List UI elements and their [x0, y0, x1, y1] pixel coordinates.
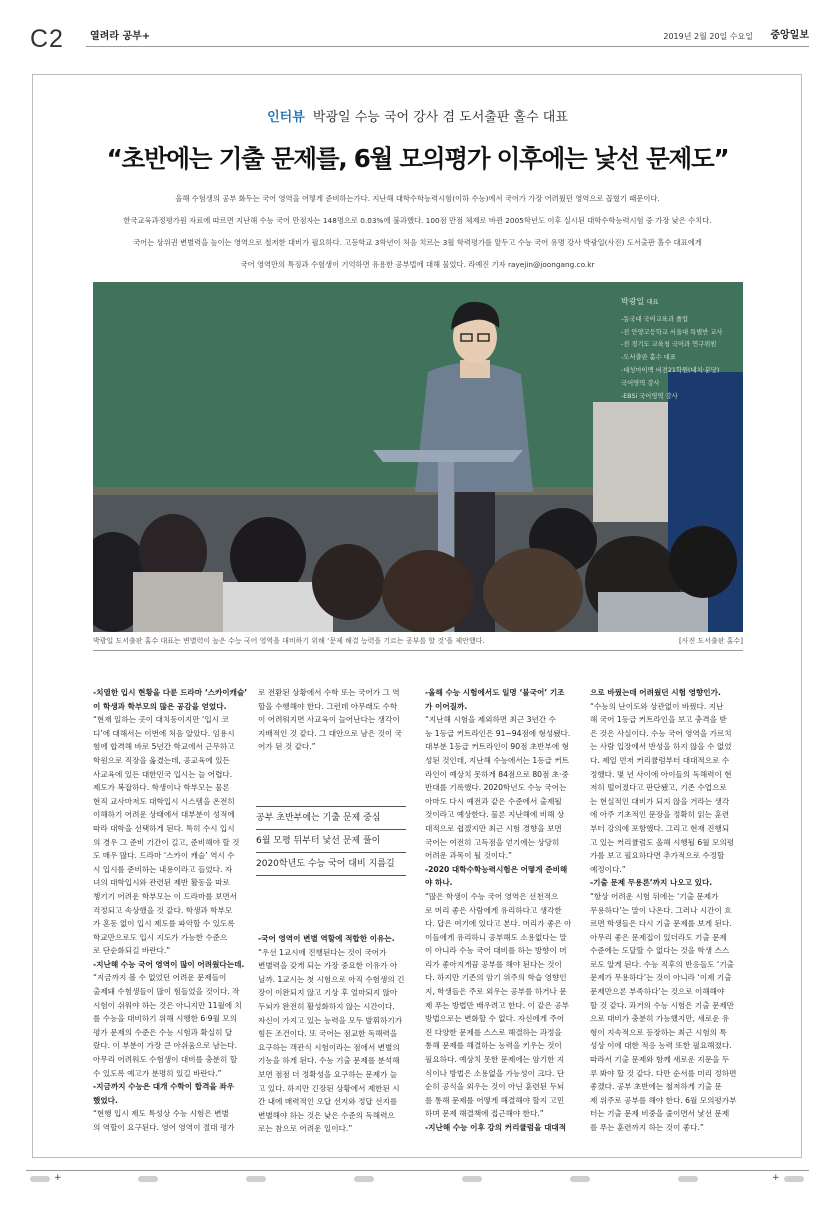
body-line: 순히 공식을 외우는 것이 아닌 훈련된 두뇌: [425, 1082, 565, 1092]
pull-quote: [256, 806, 406, 876]
kicker: [0, 110, 835, 126]
body-line: 를 수능을 대비하기 위해 시행한 6·9월 모의: [93, 1014, 237, 1024]
body-line: 문제가 무용하다’는 것이 아니라 ‘이제 기출: [590, 973, 732, 983]
color-bar: [246, 1176, 266, 1182]
body-line: 보면 점점 더 정확성을 요구하는 문제가 늘: [258, 1069, 398, 1079]
kicker-text: 박광일 수능 국어 강사 겸 도서출판 홀수 대표: [312, 110, 568, 125]
profile-name: 박광일: [621, 297, 645, 306]
body-line: 제 위주로 공부를 해야 한다. 6월 모의평가부: [590, 1095, 737, 1105]
body-line: “지금까지 볼 수 없었던 어려운 문제들이: [93, 973, 227, 983]
page-number: C2: [30, 25, 64, 53]
headline: “초반에는 기출 문제를, 6월 모의평가 이후에는 낯선 문제도”: [106, 144, 729, 173]
body-line: 가를 보고 필요하다면 추가적으로 수정할: [590, 851, 725, 861]
body-line: 변별력을 갖게 되는 가장 중요한 이유가 아: [258, 961, 398, 971]
body-line: -올해 수능 시험에서도 일명 ‘불국어’ 기조: [425, 688, 565, 697]
body-line: 좋겠다. 공부 초반에는 철저하게 기출 문: [590, 1082, 722, 1092]
body-line: 국어는 여전히 고득점을 얻기에는 상당히: [425, 837, 560, 847]
body-line: 식이나 방법은 소용없을 가능성이 크다. 단: [425, 1068, 565, 1078]
body-line: 시험이 쉬워야 하는 것은 아니지만 11월에 치: [93, 1000, 242, 1010]
body-line: “현재 일하는 곳이 대치동이지만 ‘입시 코: [93, 715, 229, 725]
body-line: 고 있는 커리큘럼도 올해 시행될 6월 모의평: [590, 837, 735, 847]
body-line: 랐다. 이 부분이 가장 큰 아쉬움으로 남는다.: [93, 1041, 238, 1051]
body-line: 장이 이완되지 않고 기상 후 얼마되지 않아: [258, 988, 398, 998]
pull-quote-line: 공부 초반부에는 기출 문제 중심: [256, 806, 406, 830]
caption-text: 박광일 도서출판 홀수 대표는 변별력이 높은 수능 국어 영역을 대비하기 위해 ‘문제 해결 능력을 기르는 공부를 할 것’을 제안했다.: [93, 637, 485, 645]
body-line: 아마도 다시 예전과 같은 수준에서 출제될: [425, 796, 562, 806]
body-line: 터는 기출 문제 비중을 줄이면서 낯선 문제: [590, 1109, 730, 1119]
body-line: 루 봐야 할 것 같다. 다만 순서를 미리 정하면: [590, 1068, 737, 1078]
profile-item: -전 안양고등학교 서울대 특별반 교사: [621, 328, 723, 336]
body-line: 이 아니라 수능 국어 대비를 하는 방향이 머: [425, 946, 567, 956]
body-line: 녀의 대학입시와 관련된 제반 활동을 따로: [93, 878, 230, 888]
body-line: “우선 1교시에 진행된다는 것이 국어가: [258, 947, 387, 957]
body-line: 성상 이에 대한 적응 능력 또한 필요해졌다.: [590, 1041, 732, 1051]
body-line: 문제만으론 부족하다’는 것으로 이해해야: [590, 987, 725, 997]
body-line: 할 것 같다. 과거의 수능 시험은 기출 문제만: [590, 1000, 735, 1010]
masthead: [26, 26, 809, 52]
register-mark: +: [54, 1173, 62, 1183]
body-line: 으로 바꿨는데 어려웠던 시험 영향인가.: [590, 688, 721, 697]
body-line: 은 것은 사실이다. 수능 국어 영역을 가르치: [590, 728, 732, 738]
body-line: -기출 문제 무용론’까지 나오고 있다.: [590, 878, 713, 888]
body-line: 요구하는 객관식 시험이라는 점에서 변별의: [258, 1042, 400, 1052]
body-line: 험에 합격해 바로 5년간 학교에서 근무하고: [93, 742, 235, 752]
article-photo: [93, 282, 743, 632]
body-line: -치열한 입시 현황을 다룬 드라마 ‘스카이캐슬’: [93, 688, 248, 697]
body-line: 아무리 좋은 문제집이 있더라도 기출 문제: [590, 932, 727, 942]
body-line: 제도가 복잡하다. 학생이나 학부모는 물론: [93, 783, 230, 793]
body-line: 이 학생과 학부모의 많은 공감을 얻었다.: [93, 701, 227, 711]
body-line: 로도 알게 된다. 수능 직후의 반응들도 ‘기출: [590, 959, 735, 969]
body-line: -지난해 수능 국어 영역이 많이 어려웠다는데.: [93, 959, 245, 969]
body-line: 기능을 하게 된다. 수능 기출 문제를 분석해: [258, 1056, 400, 1066]
body-line: 에 아주 기초적인 문장을 정확히 읽는 훈련: [590, 810, 730, 820]
body-line: 방법으로는 변화할 수 없다. 자신에게 주어: [425, 1014, 565, 1024]
body-line: 고 있다. 하지만 긴장된 상황에서 제한된 시: [258, 1083, 400, 1093]
photo-caption: [93, 636, 743, 646]
body-line: 정했다. 몇 년 사이에 아이들의 독해력이 현: [590, 769, 732, 779]
lede-line: 올해 수험생의 공부 화두는 국어 영역을 어떻게 준비하는가다. 지난해 대학수학능력시험(이하 수능)에서 국어가 가장 어려웠던 영역으로 꼽혔기 때문이다.: [175, 194, 660, 203]
body-line: “수능의 난이도와 상관없이 바꿨다. 지난: [590, 701, 724, 711]
body-line: 대부분 1등급 커트라인이 90점 초반부에 형: [425, 742, 569, 752]
body-line: 닐까. 1교시는 첫 시험으로 아직 수험생의 긴: [258, 974, 405, 984]
page-footer: [26, 1170, 809, 1185]
color-bar: [570, 1176, 590, 1182]
body-line: 간 내에 매력적인 오답 선지와 정답 선지를: [258, 1097, 398, 1107]
body-line: 도 매우 많다. 드라마 ‘스카이 캐슬’ 역시 수: [93, 851, 235, 861]
body-line: 다. 제일 먼저 커리큘럼부터 대대적으로 수: [590, 755, 730, 765]
color-bar: [30, 1176, 50, 1182]
issue-date: 2019년 2월 20일 수요일: [663, 32, 753, 41]
body-line: 로는 참으로 어려운 일이다.”: [258, 1124, 353, 1134]
body-line: 하며 문제 해결책에 접근해야 한다.”: [425, 1109, 544, 1119]
body-column-4: [590, 686, 745, 1135]
body-line: -2020 대학수학능력시험은 어떻게 준비해: [425, 864, 568, 874]
body-line: “지난해 시험을 제외하면 최근 3년간 수: [425, 715, 556, 725]
newspaper-logo: 중앙일보: [770, 30, 809, 41]
caption-divider: [93, 650, 743, 651]
body-line: 가 이어질까.: [425, 701, 468, 711]
body-line: 리가 좋아지게끔 공부를 해야 된다는 것이: [425, 959, 562, 969]
body-line: 이들에게 유리하니 공부해도 소용없다는 말: [425, 932, 567, 942]
body-line: 힘든 조건이다. 또 국어는 점교한 독해력을: [258, 1029, 398, 1039]
body-line: 출제돼 수험생들이 많이 힘들었을 것이다. 작: [93, 987, 240, 997]
body-line: “항상 어려운 시험 뒤에는 ‘기출 문제가: [590, 891, 719, 901]
body-line: 시 입시를 준비하는 내용이라고 들었다. 자: [93, 864, 233, 874]
profile-box: [621, 296, 723, 403]
body-line: 어려운 과목이 될 것이다.”: [425, 851, 512, 861]
body-line: 부터 강의에 포함했다. 그리고 현재 진행되: [590, 823, 730, 833]
body-line: 으로 대비가 충분히 가능했지만, 새로운 유: [590, 1014, 730, 1024]
profile-item: -도서출판 홀수 대표: [621, 354, 676, 362]
body-line: 르면 학생들은 다시 기출 문제를 보게 된다.: [590, 919, 732, 929]
body-line: 이해하기 어려운 상태에서 대부분이 성적에: [93, 810, 235, 820]
body-line: 필요하다. 예상치 못한 문제에는 암기한 지: [425, 1055, 565, 1065]
profile-role: 대표: [646, 299, 659, 306]
body-line: 지, 학생들은 주로 외우는 공부를 하거나 문: [425, 987, 567, 997]
body-line: 무용하다’는 말이 나온다. 그러나 시간이 흐: [590, 905, 732, 915]
profile-item: -동국대 국어교육과 졸업: [621, 315, 689, 323]
body-line: 를 통해 문제를 어떻게 해결해야 할지 고민: [425, 1095, 565, 1105]
body-line: 를 푸는 훈련까지 하는 것이 좋다.”: [590, 1123, 704, 1132]
body-line: 대적으로 쉽겠지만 최근 시험 경향을 보면: [425, 823, 562, 833]
profile-item: 국어영역 강사: [621, 379, 660, 387]
body-line: 예정이다.”: [590, 864, 626, 874]
masthead-rule: [86, 46, 809, 47]
body-line: 는 사람 입장에서 반성을 하지 않을 수 없었: [590, 742, 732, 752]
body-line: -국어 영역이 변별 역할에 적합한 이유는.: [258, 934, 395, 943]
body-line: 따라서 기출 문제와 함께 새로운 지문을 두: [590, 1055, 730, 1065]
body-line: 지배적인 것 같다. 그 대안으로 남은 것이 국: [258, 728, 403, 738]
body-line: 가 혼동 없이 입시 제도를 파악할 수 있도록: [93, 919, 235, 929]
body-line: 로 머리 좋은 사람에게 유리하다고 생각한: [425, 905, 562, 915]
body-line: 학교만으로도 입시 지도가 가능한 수준으: [93, 932, 228, 942]
body-line: 것이라고 예상한다. 물론 지난해에 비해 상: [425, 810, 565, 820]
body-line: 형이 지속적으로 등장하는 최근 시험의 특: [590, 1027, 727, 1037]
body-line: 통해 문제를 해결하는 능력을 키우는 것이: [425, 1041, 562, 1051]
body-line: 디’에 대해서는 이번에 처음 알았다. 임용시: [93, 728, 235, 738]
register-mark: +: [772, 1173, 780, 1183]
body-line: 했었다.: [93, 1095, 118, 1105]
photo-credit: [사진 도서출판 홀수]: [678, 637, 743, 645]
body-column-2-bottom: [258, 932, 410, 1136]
body-line: 할을 수행해야 한다. 그런데 아무래도 수학: [258, 701, 398, 711]
body-line: 능 1등급 커트라인은 91~94점에 형성됐다.: [425, 728, 571, 738]
body-line: 야 하나.: [425, 878, 453, 888]
body-line: -지금까지 수능은 대개 수학이 합격을 좌우: [93, 1082, 235, 1092]
body-line: 걱정되고 속상했을 것 같다. 학생과 학부모: [93, 905, 233, 915]
body-line: 수 있도록 예고가 분명히 있길 바란다.”: [93, 1068, 222, 1078]
body-line: 다. 답은 여기에 있다고 본다. 머리가 좋은 아: [425, 919, 572, 929]
body-line: 챙기기 어려운 학부모는 이 드라마를 보면서: [93, 891, 238, 901]
body-line: 성된 것인데, 지난해 수능에서는 1등급 커트: [425, 755, 570, 765]
body-line: 로 전환된 상황에서 수학 또는 국어가 그 역: [258, 688, 400, 697]
pull-quote-line: 6월 모평 뒤부터 낯선 문제 풀이: [256, 830, 406, 853]
body-line: 어가 된 것 같다.”: [258, 742, 316, 752]
body-line: “현행 입시 제도 특성상 수능 시험은 변별: [93, 1109, 229, 1119]
color-bar: [354, 1176, 374, 1182]
body-line: 현직 교사마저도 대학입시 시스템을 온전히: [93, 796, 235, 806]
body-line: 사교육에 있든 대한민국 입시는 늘 어렵다.: [93, 769, 233, 779]
lede: [90, 188, 745, 276]
color-bar: [678, 1176, 698, 1182]
body-line: 의 역할이 요구된다. 영어 영역이 절대 평가: [93, 1123, 235, 1132]
body-line: 두뇌가 완전히 활성화하지 않는 시간이다.: [258, 1001, 395, 1011]
body-line: 수준에는 도달할 수 없다는 것을 학생 스스: [590, 946, 730, 956]
body-line: 자신이 가지고 있는 능력을 모두 발휘하기가: [258, 1015, 403, 1025]
body-line: 따라 대학을 선택하게 된다. 특히 수시 입시: [93, 823, 235, 833]
body-column-3: [425, 686, 582, 1135]
lede-line: 국어 영역만의 특징과 수험생이 기억하면 유용한 공부법에 대해 물었다. 라예진 기자 rayejin@joongang.co.kr: [240, 260, 595, 269]
color-bar: [462, 1176, 482, 1182]
body-line: 의 경우 그 준비 기간이 길고, 준비해야 할 것: [93, 837, 240, 847]
body-line: -지난해 수능 이후 강의 커리큘럼을 대대적: [425, 1123, 567, 1132]
body-line: 저히 떨어졌다고 판단됐고, 기존 수업으로: [590, 783, 727, 793]
color-bar: [784, 1176, 804, 1182]
body-line: 아무리 어려워도 수험생이 대비를 충분히 할: [93, 1055, 238, 1065]
profile-item: -대성마이맥 비전21학원(대치·분당): [621, 366, 720, 374]
body-line: 학원으로 직장을 옮겼는데, 공교육에 있든: [93, 755, 230, 765]
body-line: 반대를 기록했다. 2020학년도 수능 국어는: [425, 783, 567, 793]
body-line: 이 어려워지면 사교육이 늘어난다는 생각이: [258, 715, 400, 725]
body-line: 해 국어 1등급 커트라인을 보고 충격을 받: [590, 715, 727, 725]
body-column-1: [93, 686, 248, 1135]
body-line: 제 푸는 방법만 배우려고 한다. 이 같은 공부: [425, 1000, 570, 1010]
body-line: 진 다양한 문제를 스스로 해결하는 과정을: [425, 1027, 562, 1037]
lede-line: 한국교육과정평가원 자료에 따르면 지난해 수능 국어 만점자는 148명으로 0.03%에 불과했다. 100점 만점 체제로 바뀐 2005학년도 이후 실시된 대학수학능력시험 중 가장 낮은 수치다.: [123, 216, 712, 225]
body-line: 로 단순화되길 바란다.”: [93, 946, 171, 956]
body-line: 는 현실적인 대비가 되지 않을 거라는 생각: [590, 796, 730, 806]
lede-line: 국어는 상위권 변별력을 높이는 영역으로 철저한 대비가 필요하다. 고등학교 3학년이 처음 치르는 3월 학력평가를 앞두고 수능 국어 유명 강사 박광일(사진) 도서출판 홀수 대표에게: [133, 238, 702, 247]
body-line: 변별해야 하는 것은 낮은 수준의 독해력으: [258, 1110, 395, 1120]
body-line: 평가 문제의 수준은 수능 시험과 확실히 달: [93, 1027, 233, 1037]
color-bar: [138, 1176, 158, 1182]
pull-quote-line: 2020학년도 수능 국어 대비 지름길: [256, 853, 406, 876]
kicker-tag: 인터뷰: [267, 110, 305, 125]
section-title: 열려라 공부+: [90, 31, 151, 42]
body-line: 다. 하지만 기존의 암기 위주의 학습 영향인: [425, 973, 567, 983]
body-line: “많은 학생이 수능 국어 영역은 선천적으: [425, 891, 559, 901]
profile-item: -전 경기도 교육청 국어과 연구위원: [621, 341, 717, 349]
body-column-2-top: [258, 686, 410, 754]
profile-item: -EBSi 국어영역 강사: [621, 392, 678, 400]
body-line: 라인이 예상치 못하게 84점으로 80점 초·중: [425, 769, 569, 779]
